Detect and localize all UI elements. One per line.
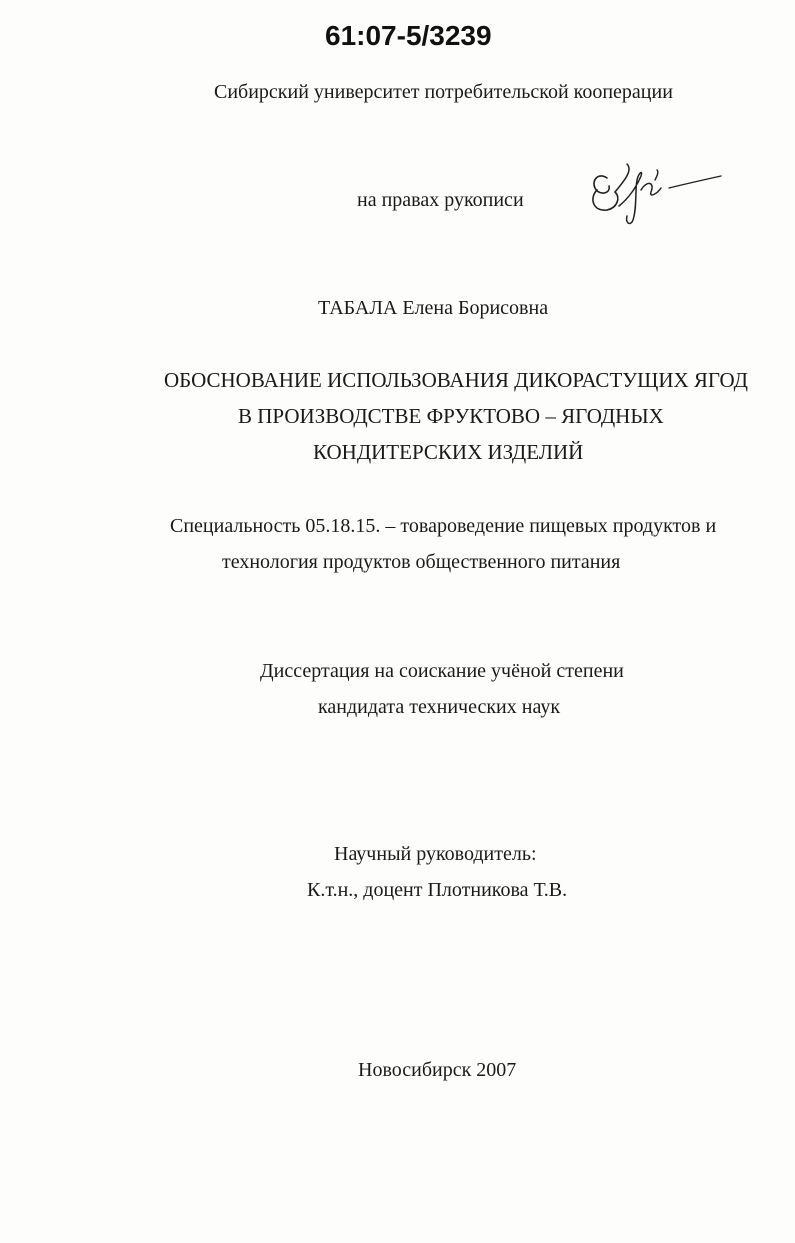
- registry-code: 61:07-5/3239: [325, 20, 492, 51]
- degree-line-2: кандидата технических наук: [318, 696, 561, 718]
- author-name: ТАБАЛА Елена Борисовна: [318, 297, 549, 319]
- handwritten-signature: [585, 150, 725, 230]
- specialty-line-2: технология продуктов общественного питания: [222, 551, 621, 573]
- supervisor-name: К.т.н., доцент Плотникова Т.В.: [307, 879, 568, 901]
- supervisor-label: Научный руководитель:: [334, 843, 537, 865]
- degree-line-1: Диссертация на соискание учёной степени: [260, 660, 624, 682]
- manuscript-note: на правах рукописи: [357, 189, 524, 211]
- title-line-3: КОНДИТЕРСКИХ ИЗДЕЛИЙ: [313, 440, 584, 464]
- title-line-2: В ПРОИЗВОДСТВЕ ФРУКТОВО – ЯГОДНЫХ: [238, 404, 664, 428]
- city-year: Новосибирск 2007: [358, 1059, 517, 1081]
- title-line-1: ОБОСНОВАНИЕ ИСПОЛЬЗОВАНИЯ ДИКОРАСТУЩИХ ЯГОД: [164, 368, 748, 392]
- specialty-line-1: Специальность 05.18.15. – товароведение пищевых продуктов и: [170, 515, 717, 537]
- institution-name: Сибирский университет потребительской кооперации: [214, 81, 673, 103]
